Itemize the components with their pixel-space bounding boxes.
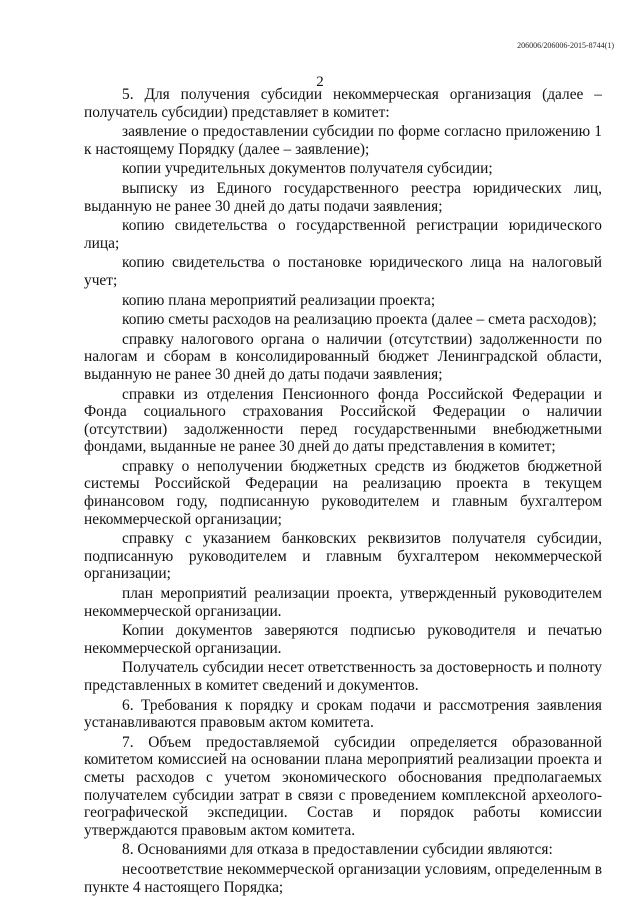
paragraph: заявление о предоставлении субсидии по форме согласно приложению 1 к настоящему Порядку (далее – заявление); xyxy=(84,123,602,158)
page-number: 2 xyxy=(316,74,324,90)
paragraph: 7. Объем предоставляемой субсидии определяется образованной комитетом комиссией на основании плана мероприятий реализации проекта и сметы расходов с учетом экономического обоснования предполагаемых получателем субсидии затрат в связи с проведением комплексной археолого-географической экспедиции. Состав и порядок работы комиссии утверждаются правовым актом комитета. xyxy=(84,733,602,839)
paragraph: копию свидетельства о постановке юридического лица на налоговый учет; xyxy=(84,254,602,289)
paragraph: Получатель субсидии несет ответственность за достоверность и полноту представленных в комитет сведений и документов. xyxy=(84,659,602,694)
paragraph: справку налогового органа о наличии (отсутствии) задолженности по налогам и сборам в консолидированный бюджет Ленинградской области, выданную не ранее 30 дней до даты подачи заявления; xyxy=(84,330,602,383)
paragraph: копию сметы расходов на реализацию проекта (далее – смета расходов); xyxy=(122,311,597,329)
paragraph: копию свидетельства о государственной регистрации юридического лица; xyxy=(84,217,602,252)
paragraph: справку о неполучении бюджетных средств из бюджетов бюджетной системы Российской Федерации на реализацию проекта в текущем финансовом году, подписанную руководителем и главным бухгалтером некоммерческой организации; xyxy=(84,457,602,528)
paragraph: 6. Требования к порядку и срокам подачи и рассмотрения заявления устанавливаются правовым актом комитета. xyxy=(84,696,602,732)
paragraph: 5. Для получения субсидии некоммерческая организация (далее – получатель субсидии) представляет в комитет: xyxy=(84,86,602,121)
paragraph: копии учредительных документов получателя субсидии; xyxy=(122,160,493,178)
paragraph: 8. Основаниями для отказа в предоставлении субсидии являются: xyxy=(122,841,553,859)
paragraph: Копии документов заверяются подписью руководителя и печатью некоммерческой организации. xyxy=(84,622,602,657)
document-body xyxy=(84,86,602,898)
paragraph: справки из отделения Пенсионного фонда Российской Федерации и Фонда социального страхования Российской Федерации о наличии (отсутствии) задолженности перед государственными внебюджетными фондами, выданные не ранее 30 дней до даты представления в комитет; xyxy=(84,385,602,456)
document-id: 206006/206006-2015-8744(1) xyxy=(517,41,614,50)
paragraph: копию плана мероприятий реализации проекта; xyxy=(122,291,436,309)
paragraph: план мероприятий реализации проекта, утвержденный руководителем некоммерческой организации. xyxy=(84,585,602,620)
paragraph: справку с указанием банковских реквизитов получателя субсидии, подписанную руководителем и главным бухгалтером некоммерческой организации; xyxy=(84,530,602,583)
paragraph: выписку из Единого государственного реестра юридических лиц, выданную не ранее 30 дней до даты подачи заявления; xyxy=(84,179,602,215)
paragraph: несоответствие некоммерческой организации условиям, определенным в пункте 4 настоящего Порядка; xyxy=(84,860,602,896)
